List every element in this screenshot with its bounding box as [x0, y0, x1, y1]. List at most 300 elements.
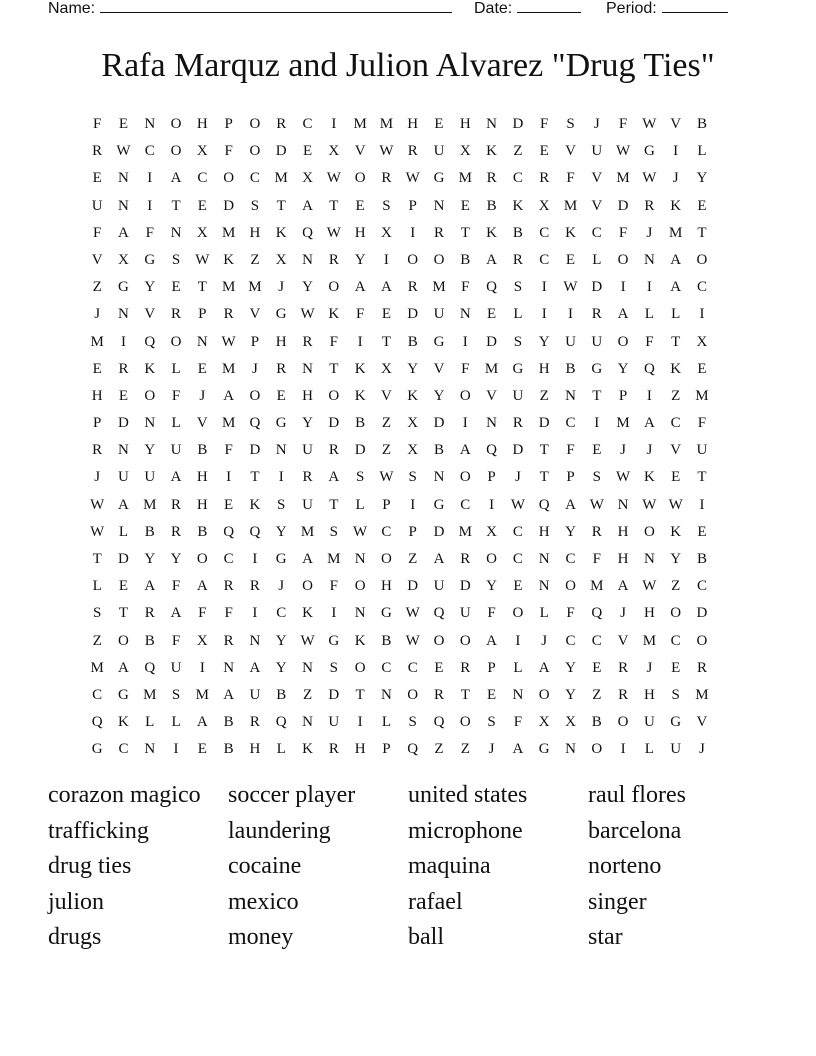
grid-letter[interactable]: Q: [486, 442, 498, 459]
grid-letter[interactable]: J: [646, 659, 653, 676]
grid-letter[interactable]: L: [592, 251, 602, 268]
grid-letter[interactable]: C: [381, 523, 392, 540]
grid-letter[interactable]: N: [118, 197, 129, 214]
grid-letter[interactable]: U: [591, 143, 603, 160]
grid-letter[interactable]: I: [226, 469, 232, 486]
grid-letter[interactable]: F: [461, 360, 470, 377]
grid-letter[interactable]: H: [91, 387, 103, 404]
grid-letter[interactable]: L: [145, 714, 155, 731]
grid-letter[interactable]: A: [170, 170, 182, 187]
grid-letter[interactable]: K: [565, 224, 576, 241]
grid-letter[interactable]: J: [514, 469, 521, 486]
grid-letter[interactable]: U: [696, 442, 708, 459]
grid-letter[interactable]: M: [300, 523, 315, 540]
grid-letter[interactable]: N: [354, 551, 366, 567]
grid-letter[interactable]: D: [512, 442, 524, 459]
grid-letter[interactable]: C: [591, 632, 602, 649]
grid-letter[interactable]: C: [276, 605, 287, 622]
grid-letter[interactable]: R: [434, 224, 445, 241]
grid-letter[interactable]: O: [696, 251, 708, 268]
grid-letter[interactable]: M: [642, 632, 657, 649]
grid-letter[interactable]: K: [328, 306, 340, 323]
grid-letter[interactable]: S: [171, 251, 181, 268]
grid-letter[interactable]: O: [354, 578, 366, 595]
grid-letter[interactable]: Y: [670, 551, 682, 567]
grid-letter[interactable]: V: [617, 632, 629, 649]
grid-letter[interactable]: F: [592, 551, 601, 567]
grid-letter[interactable]: S: [513, 279, 523, 296]
grid-letter[interactable]: F: [697, 415, 707, 432]
grid-letter[interactable]: M: [90, 659, 104, 676]
grid-letter[interactable]: N: [538, 578, 550, 595]
grid-letter[interactable]: M: [221, 224, 236, 241]
grid-letter[interactable]: Y: [144, 551, 156, 567]
grid-letter[interactable]: Z: [513, 143, 523, 160]
grid-letter[interactable]: G: [380, 605, 392, 622]
grid-letter[interactable]: U: [170, 442, 182, 459]
grid-letter[interactable]: N: [617, 496, 629, 513]
grid-letter[interactable]: W: [326, 170, 341, 187]
grid-letter[interactable]: C: [118, 741, 129, 758]
grid-letter[interactable]: E: [92, 360, 102, 377]
grid-letter[interactable]: R: [171, 523, 182, 540]
grid-letter[interactable]: A: [118, 496, 129, 513]
grid-letter[interactable]: W: [116, 143, 131, 160]
grid-letter[interactable]: O: [302, 578, 313, 595]
grid-letter[interactable]: Q: [249, 523, 261, 540]
grid-letter[interactable]: T: [697, 224, 707, 241]
grid-letter[interactable]: A: [249, 659, 261, 676]
grid-letter[interactable]: B: [381, 632, 392, 649]
grid-letter[interactable]: R: [302, 333, 313, 350]
grid-letter[interactable]: C: [92, 686, 103, 703]
grid-letter[interactable]: T: [539, 469, 549, 486]
grid-letter[interactable]: I: [357, 333, 363, 350]
grid-letter[interactable]: W: [405, 632, 420, 649]
grid-letter[interactable]: J: [94, 306, 101, 323]
grid-letter[interactable]: W: [379, 143, 394, 160]
grid-letter[interactable]: O: [670, 605, 682, 622]
grid-letter[interactable]: N: [302, 360, 313, 377]
grid-letter[interactable]: F: [355, 306, 365, 323]
grid-letter[interactable]: Z: [408, 551, 418, 567]
grid-letter[interactable]: G: [275, 306, 287, 323]
grid-letter[interactable]: C: [512, 170, 523, 187]
grid-letter[interactable]: R: [92, 143, 103, 160]
grid-letter[interactable]: N: [223, 659, 235, 676]
grid-letter[interactable]: T: [118, 605, 129, 622]
grid-letter[interactable]: W: [379, 469, 394, 486]
grid-letter[interactable]: W: [90, 523, 105, 540]
grid-letter[interactable]: F: [566, 170, 575, 187]
grid-letter[interactable]: O: [354, 659, 366, 676]
grid-letter[interactable]: V: [196, 415, 208, 432]
grid-letter[interactable]: L: [697, 143, 707, 160]
grid-letter[interactable]: C: [565, 551, 576, 567]
grid-letter[interactable]: V: [354, 143, 366, 160]
grid-letter[interactable]: G: [118, 686, 129, 703]
grid-letter[interactable]: H: [459, 116, 471, 132]
grid-letter[interactable]: N: [433, 469, 445, 486]
grid-letter[interactable]: E: [592, 442, 602, 459]
grid-letter[interactable]: C: [670, 632, 681, 649]
grid-letter[interactable]: S: [513, 333, 523, 350]
grid-letter[interactable]: N: [486, 415, 498, 432]
grid-letter[interactable]: F: [618, 116, 628, 132]
grid-letter[interactable]: E: [434, 659, 444, 676]
grid-letter[interactable]: B: [696, 116, 707, 132]
grid-letter[interactable]: W: [668, 496, 683, 513]
grid-letter[interactable]: L: [355, 496, 365, 513]
grid-letter[interactable]: M: [432, 279, 446, 296]
grid-letter[interactable]: B: [223, 714, 234, 731]
grid-letter[interactable]: A: [538, 659, 550, 676]
grid-letter[interactable]: C: [696, 578, 707, 595]
grid-letter[interactable]: Q: [407, 741, 419, 758]
grid-letter[interactable]: G: [433, 496, 445, 513]
grid-letter[interactable]: J: [593, 116, 600, 132]
grid-letter[interactable]: X: [196, 632, 208, 649]
grid-letter[interactable]: E: [355, 197, 365, 214]
grid-letter[interactable]: C: [696, 279, 707, 296]
grid-letter[interactable]: K: [643, 469, 655, 486]
grid-letter[interactable]: H: [196, 116, 208, 132]
grid-letter[interactable]: Z: [381, 442, 391, 459]
grid-letter[interactable]: F: [329, 333, 338, 350]
grid-letter[interactable]: K: [670, 523, 682, 540]
grid-letter[interactable]: I: [462, 415, 468, 432]
grid-letter[interactable]: P: [198, 306, 207, 323]
grid-letter[interactable]: Q: [433, 605, 445, 622]
grid-letter[interactable]: M: [143, 496, 157, 513]
grid-letter[interactable]: D: [275, 143, 287, 160]
grid-letter[interactable]: R: [223, 306, 234, 323]
grid-letter[interactable]: F: [171, 387, 181, 404]
grid-letter[interactable]: U: [91, 197, 103, 214]
grid-letter[interactable]: T: [355, 686, 365, 703]
grid-letter[interactable]: B: [460, 251, 471, 268]
grid-letter[interactable]: A: [433, 551, 445, 567]
grid-letter[interactable]: O: [328, 279, 340, 296]
grid-letter[interactable]: N: [196, 333, 208, 350]
grid-letter[interactable]: T: [539, 442, 549, 459]
grid-letter[interactable]: T: [697, 469, 707, 486]
grid-letter[interactable]: H: [275, 333, 287, 350]
grid-letter[interactable]: O: [617, 714, 629, 731]
grid-letter[interactable]: U: [249, 686, 261, 703]
grid-letter[interactable]: R: [486, 170, 497, 187]
grid-letter[interactable]: R: [276, 116, 287, 132]
grid-letter[interactable]: N: [118, 306, 129, 323]
grid-letter[interactable]: R: [171, 496, 182, 513]
grid-letter[interactable]: X: [380, 360, 392, 377]
grid-letter[interactable]: I: [462, 333, 468, 350]
grid-letter[interactable]: R: [276, 360, 287, 377]
grid-letter[interactable]: I: [120, 333, 126, 350]
grid-letter[interactable]: O: [459, 714, 471, 731]
grid-letter[interactable]: Q: [91, 714, 103, 731]
grid-letter[interactable]: V: [486, 387, 498, 404]
grid-letter[interactable]: A: [459, 442, 471, 459]
grid-letter[interactable]: I: [541, 279, 547, 296]
grid-letter[interactable]: Z: [250, 251, 260, 268]
grid-letter[interactable]: Y: [170, 551, 182, 567]
grid-letter[interactable]: D: [249, 442, 261, 459]
grid-letter[interactable]: P: [487, 469, 496, 486]
grid-letter[interactable]: X: [196, 224, 208, 241]
grid-letter[interactable]: O: [196, 551, 208, 567]
grid-letter[interactable]: I: [673, 143, 679, 160]
grid-letter[interactable]: Z: [671, 578, 681, 595]
grid-letter[interactable]: C: [565, 415, 576, 432]
grid-letter[interactable]: A: [170, 605, 182, 622]
grid-letter[interactable]: I: [646, 387, 652, 404]
grid-letter[interactable]: B: [591, 714, 602, 731]
grid-letter[interactable]: I: [699, 306, 705, 323]
grid-letter[interactable]: L: [539, 605, 549, 622]
grid-letter[interactable]: V: [91, 251, 103, 268]
grid-letter[interactable]: P: [224, 116, 233, 132]
grid-letter[interactable]: M: [458, 523, 472, 540]
grid-letter[interactable]: R: [171, 306, 182, 323]
grid-letter[interactable]: W: [300, 306, 315, 323]
grid-letter[interactable]: H: [380, 578, 392, 595]
grid-letter[interactable]: G: [670, 714, 682, 731]
grid-letter[interactable]: F: [566, 605, 575, 622]
grid-letter[interactable]: R: [92, 442, 103, 459]
grid-letter[interactable]: I: [331, 605, 337, 622]
grid-letter[interactable]: A: [118, 224, 129, 241]
grid-letter[interactable]: N: [565, 387, 576, 404]
date-blank-line[interactable]: [517, 0, 581, 13]
grid-letter[interactable]: S: [250, 197, 260, 214]
grid-letter[interactable]: S: [566, 116, 575, 132]
grid-letter[interactable]: O: [433, 632, 445, 649]
grid-letter[interactable]: P: [487, 659, 496, 676]
grid-letter[interactable]: Y: [696, 170, 708, 187]
grid-letter[interactable]: N: [486, 116, 498, 132]
grid-letter[interactable]: R: [328, 741, 339, 758]
grid-letter[interactable]: N: [380, 686, 392, 703]
grid-letter[interactable]: E: [302, 143, 313, 160]
grid-letter[interactable]: C: [460, 496, 471, 513]
grid-letter[interactable]: B: [696, 551, 707, 567]
grid-letter[interactable]: G: [328, 632, 340, 649]
grid-letter[interactable]: V: [433, 360, 445, 377]
grid-letter[interactable]: C: [591, 224, 602, 241]
grid-letter[interactable]: O: [565, 578, 576, 595]
grid-letter[interactable]: N: [302, 251, 313, 268]
grid-letter[interactable]: C: [539, 224, 550, 241]
grid-letter[interactable]: N: [249, 632, 261, 649]
grid-letter[interactable]: A: [328, 469, 340, 486]
grid-letter[interactable]: K: [670, 360, 682, 377]
grid-letter[interactable]: F: [540, 116, 549, 132]
grid-letter[interactable]: D: [433, 523, 445, 540]
grid-letter[interactable]: Y: [302, 415, 313, 432]
grid-letter[interactable]: Y: [486, 578, 498, 595]
grid-letter[interactable]: P: [408, 523, 417, 540]
grid-letter[interactable]: W: [510, 496, 525, 513]
grid-letter[interactable]: I: [594, 415, 600, 432]
grid-letter[interactable]: E: [565, 251, 576, 268]
grid-letter[interactable]: R: [144, 605, 155, 622]
grid-letter[interactable]: M: [616, 415, 630, 432]
grid-letter[interactable]: X: [538, 714, 550, 731]
grid-letter[interactable]: W: [616, 143, 631, 160]
grid-letter[interactable]: W: [353, 523, 368, 540]
grid-letter[interactable]: Q: [538, 496, 550, 513]
grid-letter[interactable]: I: [252, 551, 258, 567]
grid-letter[interactable]: U: [144, 469, 156, 486]
grid-letter[interactable]: O: [170, 143, 182, 160]
grid-letter[interactable]: F: [513, 714, 523, 731]
grid-letter[interactable]: E: [671, 659, 681, 676]
grid-letter[interactable]: Q: [223, 523, 235, 540]
grid-letter[interactable]: V: [144, 306, 156, 323]
grid-letter[interactable]: T: [92, 551, 102, 567]
grid-letter[interactable]: H: [407, 116, 419, 132]
grid-letter[interactable]: H: [617, 551, 629, 567]
grid-letter[interactable]: Z: [434, 741, 444, 758]
grid-letter[interactable]: C: [512, 523, 523, 540]
grid-letter[interactable]: E: [487, 306, 497, 323]
grid-letter[interactable]: M: [590, 578, 604, 595]
grid-letter[interactable]: R: [618, 659, 629, 676]
grid-letter[interactable]: O: [354, 170, 366, 187]
grid-letter[interactable]: S: [408, 714, 417, 731]
grid-letter[interactable]: C: [302, 116, 313, 132]
grid-letter[interactable]: G: [144, 251, 156, 268]
grid-letter[interactable]: W: [589, 496, 604, 513]
grid-letter[interactable]: N: [512, 686, 524, 703]
grid-letter[interactable]: E: [381, 306, 391, 323]
grid-letter[interactable]: E: [197, 360, 207, 377]
grid-letter[interactable]: A: [617, 306, 629, 323]
grid-letter[interactable]: M: [195, 686, 209, 703]
grid-letter[interactable]: H: [249, 224, 261, 241]
grid-letter[interactable]: U: [328, 714, 340, 731]
grid-letter[interactable]: B: [144, 632, 155, 649]
grid-letter[interactable]: R: [118, 360, 129, 377]
grid-letter[interactable]: E: [671, 469, 681, 486]
grid-letter[interactable]: B: [223, 741, 234, 758]
grid-letter[interactable]: J: [94, 469, 101, 486]
grid-letter[interactable]: R: [434, 686, 445, 703]
grid-letter[interactable]: I: [699, 496, 705, 513]
grid-letter[interactable]: Q: [433, 714, 445, 731]
grid-letter[interactable]: U: [433, 578, 445, 595]
grid-letter[interactable]: H: [617, 523, 629, 540]
grid-letter[interactable]: E: [697, 197, 707, 214]
grid-letter[interactable]: P: [250, 333, 260, 350]
grid-letter[interactable]: O: [459, 469, 471, 486]
grid-letter[interactable]: L: [513, 306, 523, 323]
grid-letter[interactable]: D: [538, 415, 550, 432]
grid-letter[interactable]: N: [144, 116, 156, 132]
grid-letter[interactable]: O: [380, 551, 392, 567]
grid-letter[interactable]: G: [275, 415, 287, 432]
grid-letter[interactable]: N: [354, 605, 366, 622]
grid-letter[interactable]: T: [197, 279, 207, 296]
grid-letter[interactable]: O: [407, 686, 419, 703]
grid-letter[interactable]: Q: [144, 659, 156, 676]
grid-letter[interactable]: N: [643, 551, 655, 567]
grid-letter[interactable]: R: [512, 415, 523, 432]
grid-letter[interactable]: K: [354, 632, 366, 649]
grid-letter[interactable]: J: [646, 442, 653, 459]
grid-letter[interactable]: Z: [671, 387, 681, 404]
grid-letter[interactable]: X: [196, 143, 208, 160]
grid-letter[interactable]: S: [329, 659, 338, 676]
grid-letter[interactable]: N: [144, 415, 156, 432]
grid-letter[interactable]: E: [697, 523, 707, 540]
grid-letter[interactable]: E: [697, 360, 707, 377]
grid-letter[interactable]: X: [275, 251, 287, 268]
grid-letter[interactable]: K: [275, 224, 287, 241]
grid-letter[interactable]: O: [696, 632, 708, 649]
grid-letter[interactable]: D: [591, 279, 603, 296]
grid-letter[interactable]: E: [539, 143, 549, 160]
grid-letter[interactable]: C: [539, 251, 550, 268]
grid-letter[interactable]: X: [407, 415, 419, 432]
grid-letter[interactable]: B: [355, 415, 366, 432]
grid-letter[interactable]: E: [197, 197, 207, 214]
grid-letter[interactable]: J: [646, 224, 653, 241]
grid-letter[interactable]: F: [171, 632, 181, 649]
grid-letter[interactable]: O: [118, 632, 129, 649]
grid-letter[interactable]: O: [249, 143, 261, 160]
grid-letter[interactable]: O: [328, 387, 340, 404]
grid-letter[interactable]: G: [275, 551, 287, 567]
grid-letter[interactable]: E: [118, 116, 129, 132]
grid-letter[interactable]: T: [276, 197, 286, 214]
grid-letter[interactable]: N: [433, 197, 445, 214]
grid-letter[interactable]: I: [541, 306, 547, 323]
grid-letter[interactable]: U: [512, 387, 524, 404]
grid-letter[interactable]: K: [512, 197, 524, 214]
grid-letter[interactable]: I: [410, 496, 416, 513]
grid-letter[interactable]: N: [538, 551, 550, 567]
grid-letter[interactable]: N: [459, 306, 471, 323]
grid-letter[interactable]: I: [383, 251, 389, 268]
grid-letter[interactable]: O: [249, 116, 261, 132]
grid-letter[interactable]: T: [329, 360, 339, 377]
grid-letter[interactable]: Y: [144, 279, 156, 296]
grid-letter[interactable]: E: [118, 387, 129, 404]
grid-letter[interactable]: F: [198, 605, 207, 622]
grid-letter[interactable]: I: [620, 279, 626, 296]
grid-letter[interactable]: K: [118, 714, 129, 731]
grid-letter[interactable]: F: [618, 224, 628, 241]
grid-letter[interactable]: Q: [302, 224, 313, 241]
grid-letter[interactable]: X: [407, 442, 419, 459]
grid-letter[interactable]: D: [354, 442, 366, 459]
grid-letter[interactable]: W: [642, 170, 657, 187]
grid-letter[interactable]: I: [147, 170, 153, 187]
grid-letter[interactable]: P: [566, 469, 575, 486]
grid-letter[interactable]: K: [354, 387, 366, 404]
grid-letter[interactable]: P: [92, 415, 102, 432]
grid-letter[interactable]: B: [512, 224, 523, 241]
grid-letter[interactable]: E: [434, 116, 444, 132]
grid-letter[interactable]: R: [460, 659, 471, 676]
grid-letter[interactable]: D: [407, 306, 419, 323]
grid-letter[interactable]: R: [223, 578, 234, 595]
grid-letter[interactable]: G: [433, 170, 445, 187]
grid-letter[interactable]: Z: [592, 686, 602, 703]
grid-letter[interactable]: J: [699, 741, 705, 758]
